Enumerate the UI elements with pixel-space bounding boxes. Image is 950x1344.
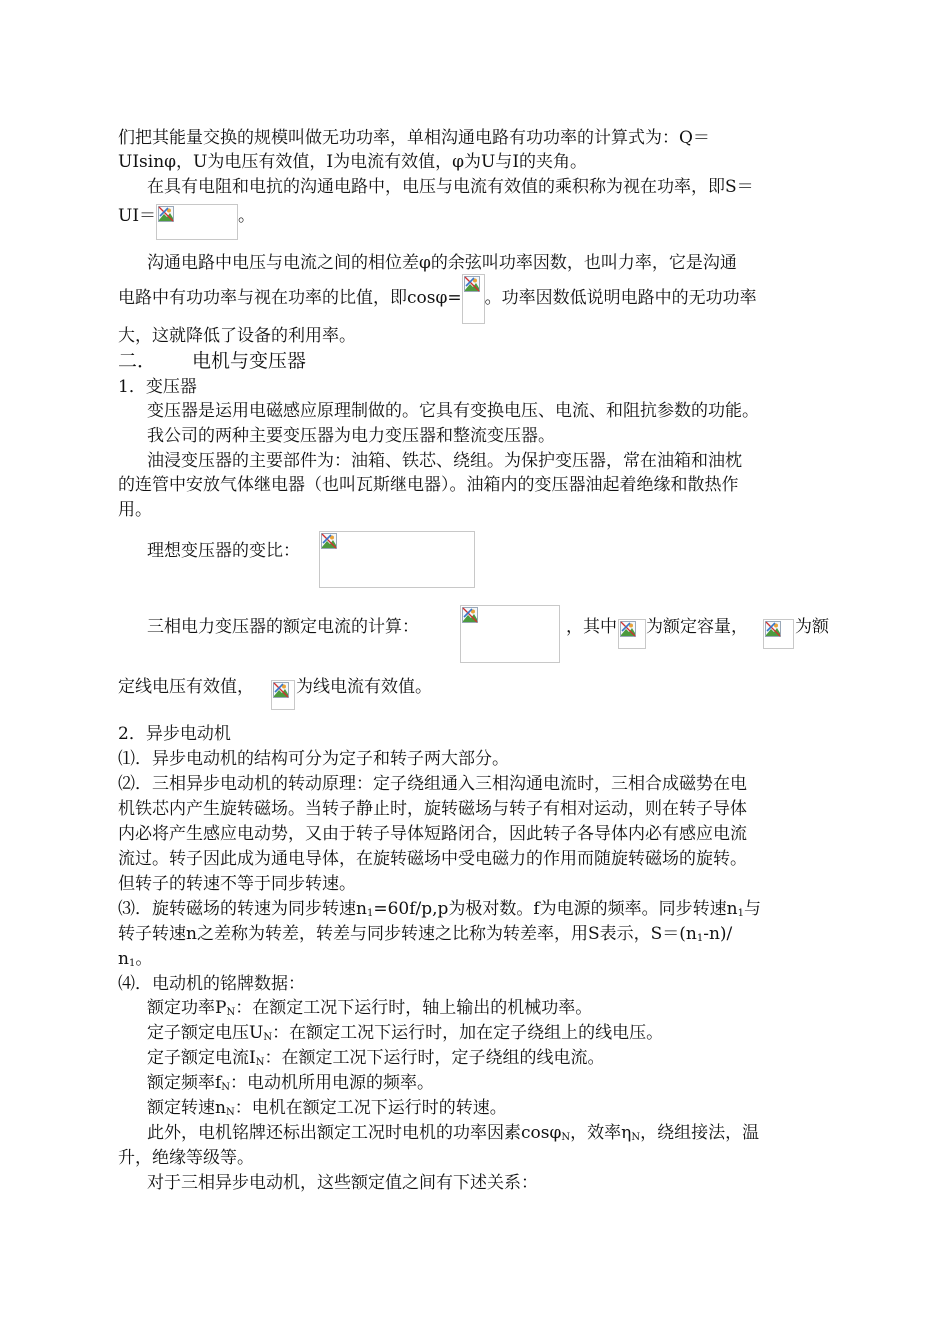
- section-heading: 二． 电机与变压器: [118, 350, 307, 372]
- text-line: 转子转速n之差称为转差，转差与同步转速之比称为转差率，用S表示，$S=(n_1-n)/$: [118, 924, 733, 944]
- text-line: ⑵．三相异步电动机的转动原理：定子绕组通入三相沟通电流时，三相合成磁势在电: [118, 774, 747, 794]
- text-line: ，其中: [566, 617, 617, 637]
- formula-image-symbol-i: [271, 680, 295, 710]
- text-line: ⑶．旋转磁场的转速为同步转速$n_1=60f/p,p$为极对数。f为电源的频率。同步转速$n_1$与: [118, 899, 762, 919]
- subsection-heading: 1．变压器: [118, 377, 197, 397]
- text-line: 额定转速$n_N$：电机在额定工况下运行时的转速。: [147, 1098, 507, 1118]
- text-line: 定子额定电流$I_N$：在额定工况下运行时，定子绕组的线电流。: [147, 1048, 605, 1068]
- text-line: UI＝ 。: [118, 204, 255, 240]
- broken-image-icon: [273, 682, 289, 698]
- text-line: 变压器是运用电磁感应原理制做的。它具有变换电压、电流、和阻抗参数的功能。: [147, 401, 759, 421]
- text-line: ⑷．电动机的铭牌数据：: [118, 974, 305, 994]
- text-line: 定线电压有效值，: [118, 677, 254, 697]
- text-line: 额定功率$P_N$：在额定工况下运行时，轴上输出的机械功率。: [147, 998, 593, 1018]
- broken-image-icon: [321, 533, 337, 549]
- text-line: 理想变压器的变比：: [147, 541, 300, 561]
- text-line: 额定频率$f_N$：电动机所用电源的频率。: [147, 1073, 435, 1093]
- formula-image-symbol-s: [618, 619, 646, 649]
- text-line: 大，这就降低了设备的利用率。: [118, 326, 356, 346]
- text-line: 电路中有功功率与视在功率的比值，即cosφ= 。功率因数低说明电路中的无功功率: [118, 274, 757, 324]
- text-line: 们把其能量交换的规模叫做无功功率，单相沟通电路有功功率的计算式为：Q＝: [118, 128, 710, 148]
- text-line: 用。: [118, 500, 152, 520]
- text-line: 流过。转子因此成为通电导体，在旋转磁场中受电磁力的作用而随旋转磁场的旋转。: [118, 849, 747, 869]
- text-line: 为额定容量，: [646, 617, 748, 637]
- formula-image-rated-current: [460, 605, 560, 663]
- text-line: 在具有电阻和电抗的沟通电路中，电压与电流有效值的乘积称为视在功率，即S＝: [147, 177, 754, 197]
- broken-image-icon: [158, 206, 174, 222]
- broken-image-icon: [464, 276, 480, 292]
- broken-image-icon: [462, 607, 478, 623]
- text-line: $n_1$。: [118, 949, 153, 969]
- text-line: 为额: [795, 617, 829, 637]
- text-line: 的连管中安放气体继电器（也叫瓦斯继电器）。油箱内的变压器油起着绝缘和散热作: [118, 475, 739, 495]
- text-line: 机铁芯内产生旋转磁场。当转子静止时，旋转磁场与转子有相对运动，则在转子导体: [118, 799, 747, 819]
- text-line: 三相电力变压器的额定电流的计算：: [147, 617, 419, 637]
- text-line: 升，绝缘等级等。: [118, 1148, 254, 1168]
- broken-image-icon: [765, 621, 781, 637]
- subsection-heading: 2．异步电动机: [118, 724, 231, 744]
- text-line: 我公司的两种主要变压器为电力变压器和整流变压器。: [147, 426, 555, 446]
- formula-image-transformer-ratio: [319, 531, 475, 588]
- text-line: 内必将产生感应电动势，又由于转子导体短路闭合，因此转子各导体内必有感应电流: [118, 824, 747, 844]
- text-line: 油浸变压器的主要部件为：油箱、铁芯、绕组。为保护变压器，常在油箱和油枕: [147, 451, 742, 471]
- text-line: 定子额定电压$U_N$：在额定工况下运行时，加在定子绕组上的线电压。: [147, 1023, 664, 1043]
- text-line: 此外，电机铭牌还标出额定工况时电机的功率因素cosφ$_N$，效率$\eta_N$，绕组接法，温: [147, 1123, 760, 1143]
- text-line: UIsinφ，U为电压有效值，I为电流有效值，φ为U与I的夹角。: [118, 152, 588, 172]
- formula-image-power-factor: [462, 274, 485, 324]
- text-line: 但转子的转速不等于同步转速。: [118, 874, 356, 894]
- text-line: ⑴．异步电动机的结构可分为定子和转子两大部分。: [118, 749, 509, 769]
- text-line: 对于三相异步电动机，这些额定值之间有下述关系：: [147, 1173, 538, 1193]
- broken-image-icon: [620, 621, 636, 637]
- formula-image-symbol-u: [763, 619, 794, 649]
- formula-image-apparent-power: [156, 204, 238, 240]
- text-line: 为线电流有效值。: [296, 677, 432, 697]
- text-line: 沟通电路中电压与电流之间的相位差φ的余弦叫功率因数，也叫力率，它是沟通: [147, 253, 737, 273]
